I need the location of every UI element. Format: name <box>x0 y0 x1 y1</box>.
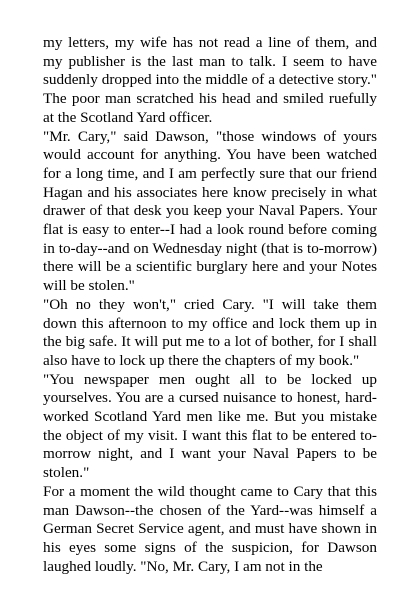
paragraph: "You newspaper men ought all to be locked up yourselves. You are a cursed nuisance to honest, hard-worked Scotland Yard men like me. But you mistake the object of my visit. I want this flat to be entered to-morrow night, and I want your Naval Papers to be stolen." <box>43 370 377 482</box>
paragraph: "Oh no they won't," cried Cary. "I will take them down this afternoon to my office and lock them up in the big safe. It will put me to a lot of bother, for I shall also have to lock up there the chapters of my book." <box>43 295 377 369</box>
book-page-text <box>43 34 377 576</box>
paragraph: my letters, my wife has not read a line of them, and my publisher is the last man to talk. I seem to have suddenly dropped into the middle of a detective story." The poor man scratched his head and smiled ruefully at the Scotland Yard officer. <box>43 34 377 126</box>
paragraph: For a moment the wild thought came to Cary that this man Dawson--the chosen of the Yard--was himself a German Secret Service agent, and must have shown in his eyes some signs of the suspicion, for Dawson laughed loudly. "No, Mr. Cary, I am not in the <box>43 482 377 575</box>
paragraph: "Mr. Cary," said Dawson, "those windows of yours would account for anything. You have been watched for a long time, and I am perfectly sure that our friend Hagan and his associates here know precisely in what drawer of that desk you keep your Naval Papers. Your flat is easy to enter--I had a look round before coming in to-day--and on Wednesday night (that is to-morrow) there will be a scientific burglary here and your Notes will be stolen." <box>43 127 377 295</box>
